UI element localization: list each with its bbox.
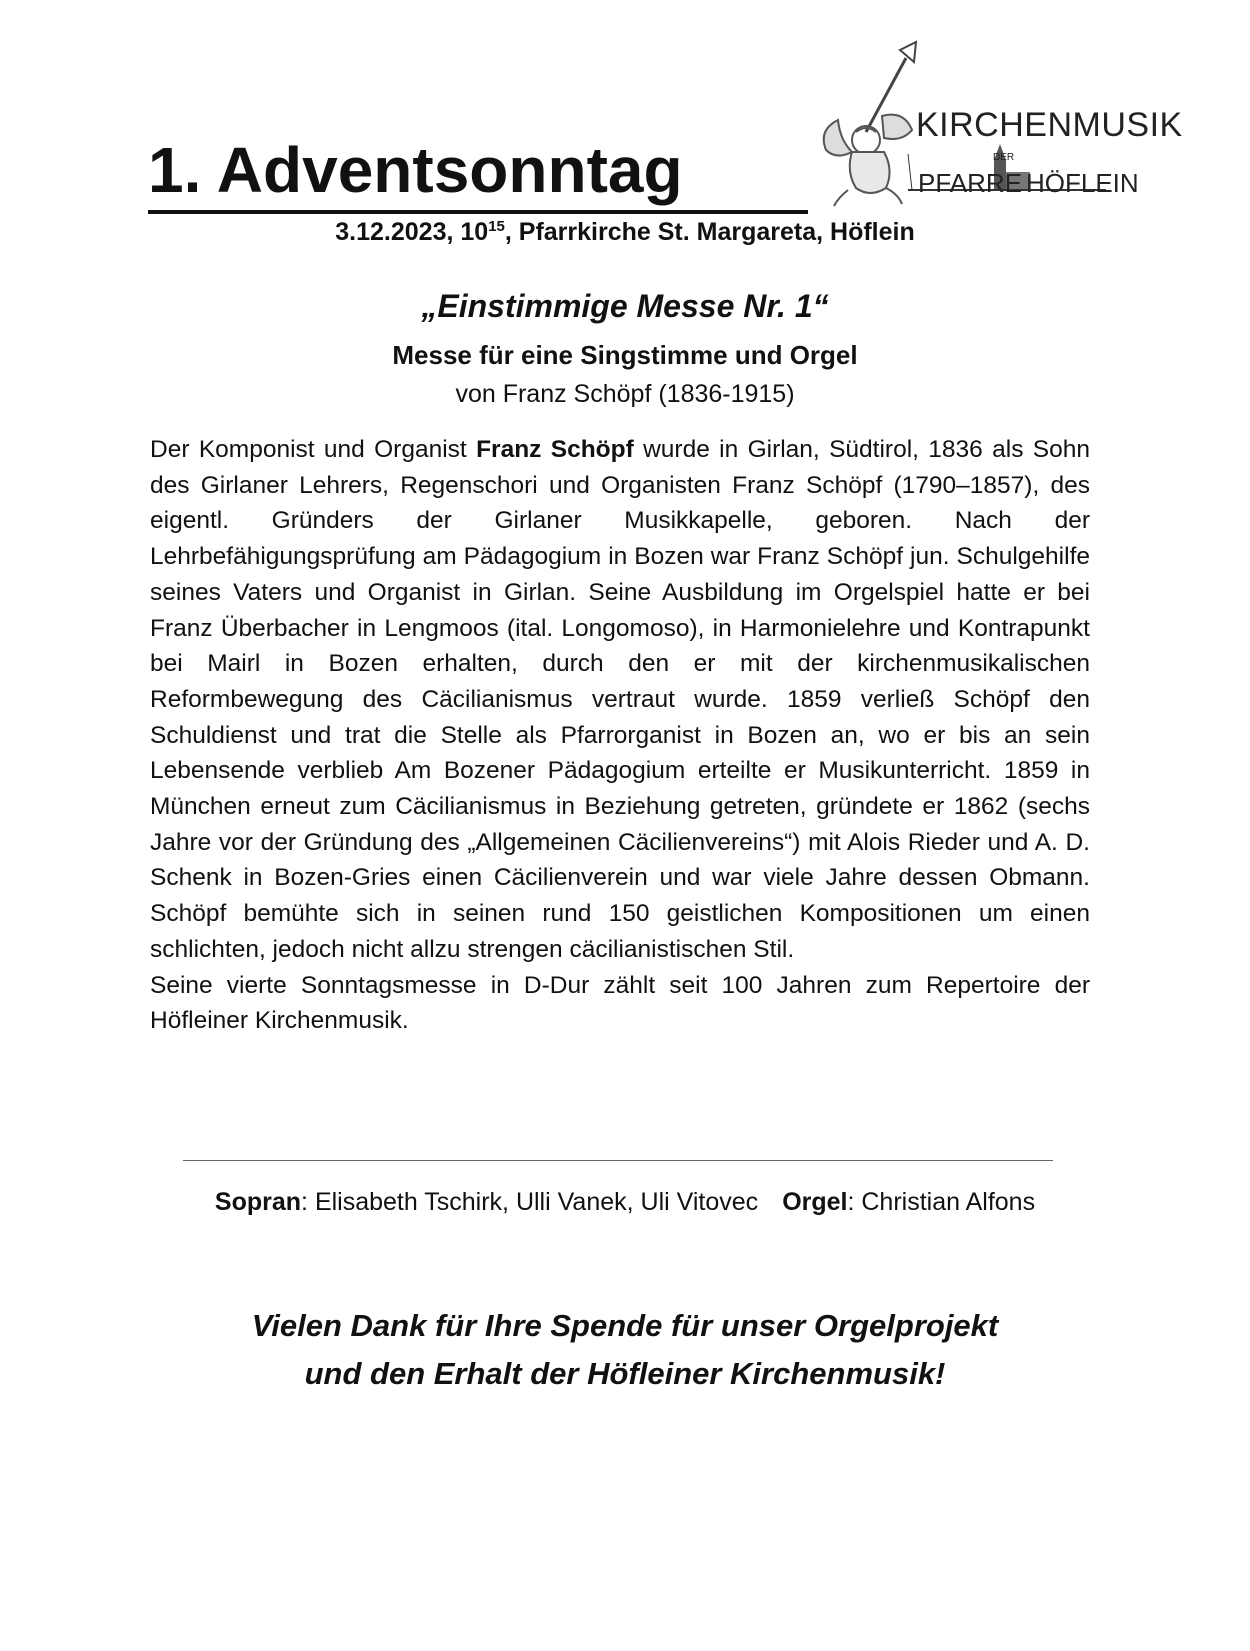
- logo-text-der: DER: [993, 152, 1015, 163]
- event-time-superscript: 15: [488, 218, 505, 235]
- thank-you-note: [0, 1302, 1250, 1398]
- composer-biography: [150, 432, 1090, 1039]
- logo-text-kirchenmusik: KIRCHENMUSIK: [916, 106, 1183, 144]
- performers-line: [0, 1188, 1250, 1217]
- bio-paragraph: [150, 432, 1090, 968]
- bio-paragraph: Seine vierte Sonntagsmesse in D-Dur zählt seit 100 Jahren zum Repertoire der Höfleiner Kirchenmusik.: [150, 971, 1090, 1035]
- soprano-label: Sopran: [214, 1188, 302, 1216]
- event-place: , Pfarrkirche St. Margareta, Höflein: [504, 218, 915, 246]
- logo-text-pfarre: PFARRE: [918, 168, 1023, 198]
- soprano-names: : Elisabeth Tschirk, Ulli Vanek, Uli Vitovec: [301, 1188, 759, 1216]
- organ-label: Orgel: [782, 1188, 848, 1216]
- page-title: 1. Adventsonntag: [148, 134, 683, 206]
- title-underline: [148, 130, 808, 214]
- event-date: 3.12.2023, 10: [335, 218, 489, 246]
- bio-text: wurde in Girlan, Südtirol, 1836 als Sohn des Girlaner Lehrers, Regenschori und Organisten Franz Schöpf (1790–1857), des eigentl. Gründers der Girlaner Musikkapelle, geboren. Nach der Lehrbefähigungsprüfung am Pädagogium in Bozen war Franz Schöpf jun. Schulgehilfe seines Vaters und Organist in Girlan. Seine Ausbildung im Orgelspiel hatte er bei Franz Überbacher in Lengmoos (ital. Longomoso), in Harmonielehre und Kontrapunkt bei Mairl in Bozen erhalten, durch den er mit der kirchenmusikalischen Reformbewegung des Cäcilianismus vertraut wurde. 1859 verließ Schöpf den Schuldienst und trat die Stelle als Pfarrorganist in Bozen an, wo er bis an sein Lebensende verblieb Am Bozener Pädagogium erteilte er Musikunterricht. 1859 in München erneut zum Cäcilianismus in Beziehung getreten, gründete er 1862 (sechs Jahre vor der Gründung des „Allgemeinen Cäcilienvereins“) mit Alois Rieder und A. D. Schenk in Bozen-Gries einen Cäcilienverein und war viele Jahre dessen Obmann. Schöpf bemühte sich in seinen rund 150 geistlichen Kompositionen um einen schlichten, jedoch nicht allzu strengen cäcilianistischen Stil.: [150, 436, 1090, 963]
- work-composer: von Franz Schöpf (1836-1915): [455, 380, 795, 408]
- bio-composer-name: Franz Schöpf: [476, 436, 634, 463]
- logo-text-hoeflein: HÖFLEIN: [1026, 168, 1139, 198]
- organ-name: : Christian Alfons: [847, 1188, 1036, 1216]
- header: [148, 40, 1183, 210]
- kirchenmusik-logo: [808, 40, 1183, 210]
- work-subtitle: Messe für eine Singstimme und Orgel: [392, 340, 858, 370]
- work-title: „Einstimmige Messe Nr. 1“: [421, 288, 829, 324]
- divider: [183, 1160, 1053, 1161]
- thank-you-line-1: Vielen Dank für Ihre Spende für unser Orgelprojekt: [251, 1308, 999, 1343]
- thank-you-line-2: und den Erhalt der Höfleiner Kirchenmusik!: [304, 1356, 946, 1391]
- bio-text: Der Komponist und Organist: [150, 436, 477, 463]
- event-date-place: [0, 218, 1250, 247]
